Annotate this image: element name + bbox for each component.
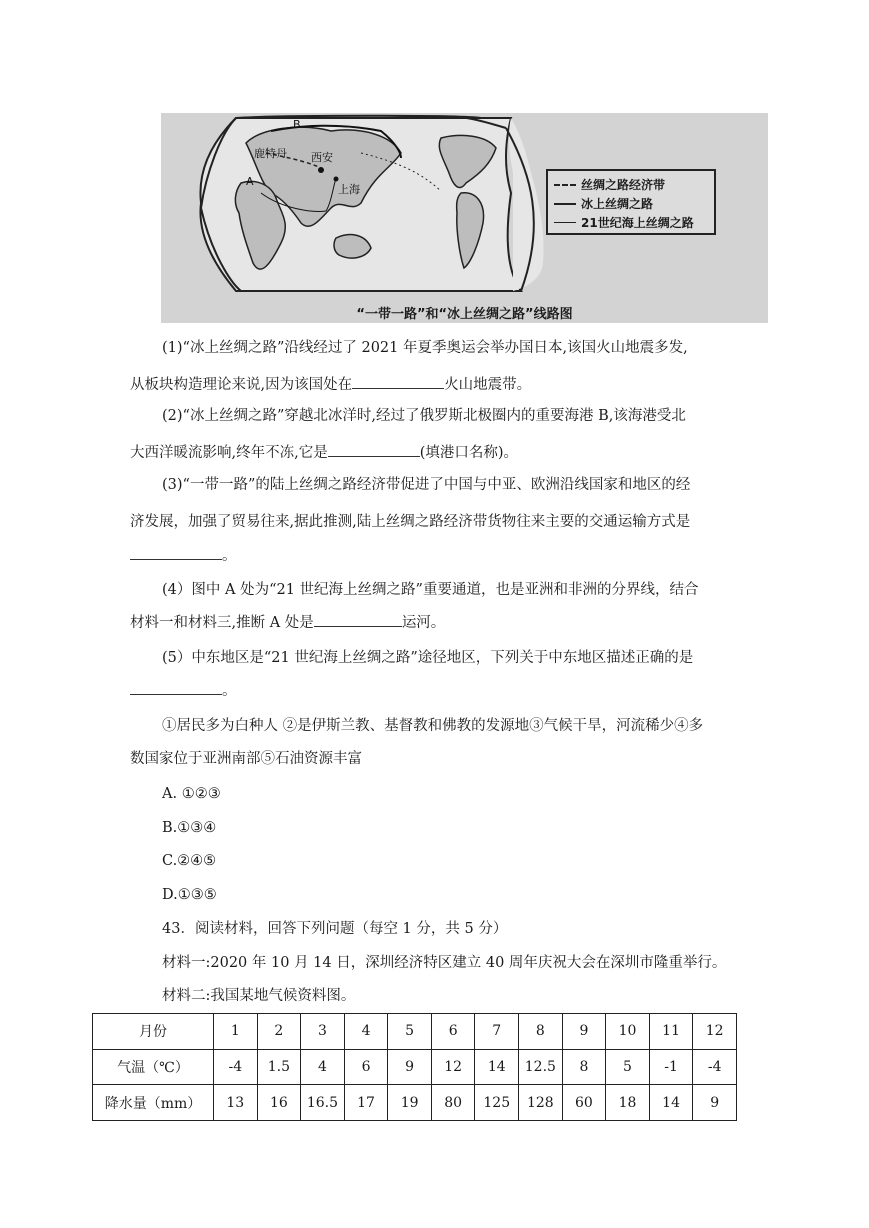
legend-item xyxy=(554,175,708,194)
question-text: 大西洋暖流影响,终年不冻,它是 xyxy=(130,445,328,461)
question-text: 。 xyxy=(222,683,237,699)
table-cell: 12.5 xyxy=(519,1049,563,1085)
table-cell: 17 xyxy=(344,1085,388,1121)
table-cell: 10 xyxy=(606,1014,650,1050)
question-4-line-1: (4）图中 A 处为“21 世纪海上丝绸之路”重要通道，也是亚洲和非洲的分界线，结合 xyxy=(162,582,699,598)
table-cell: -1 xyxy=(649,1049,693,1085)
table-cell: 9 xyxy=(693,1085,737,1121)
answer-blank[interactable] xyxy=(130,678,222,695)
table-cell: 2 xyxy=(257,1014,301,1050)
table-cell: 14 xyxy=(649,1085,693,1121)
map-caption: “一带一路”和“冰上丝绸之路”线路图 xyxy=(356,307,573,322)
legend-text: 冰上丝绸之路 xyxy=(581,197,654,211)
map-label-a: A xyxy=(246,175,254,188)
option-a[interactable]: A. ①②③ xyxy=(162,786,221,802)
table-cell: 80 xyxy=(431,1085,475,1121)
table-cell: -4 xyxy=(693,1049,737,1085)
material-1: 材料一:2020 年 10 月 14 日，深圳经济特区建立 40 周年庆祝大会在深圳市隆重举行。 xyxy=(162,955,727,971)
table-cell: 125 xyxy=(475,1085,519,1121)
precipitation-row xyxy=(93,1085,737,1121)
question-43-title: 43．阅读材料，回答下列问题（每空 1 分，共 5 分） xyxy=(162,921,508,937)
question-text: 运河。 xyxy=(401,615,446,631)
table-cell: -4 xyxy=(214,1049,258,1085)
table-cell: 4 xyxy=(301,1049,345,1085)
table-cell: 5 xyxy=(606,1049,650,1085)
table-cell: 7 xyxy=(475,1014,519,1050)
question-text: 。 xyxy=(222,548,237,564)
map-label-rotterdam: 鹿特丹 xyxy=(254,147,287,160)
map-label-xian: 西安 xyxy=(311,151,333,164)
silk-road-map xyxy=(161,113,768,323)
question-4-line-2 xyxy=(130,605,740,642)
table-cell: 8 xyxy=(562,1049,606,1085)
row-header: 降水量（mm） xyxy=(93,1085,214,1121)
question-3-line-3 xyxy=(130,538,740,575)
option-c[interactable]: C.②④⑤ xyxy=(162,853,217,869)
table-cell: 13 xyxy=(214,1085,258,1121)
question-3-line-1: (3)“一带一路”的陆上丝绸之路经济带促进了中国与中亚、欧洲沿线国家和地区的经 xyxy=(162,477,691,493)
option-b[interactable]: B.①③④ xyxy=(162,820,217,836)
table-cell: 18 xyxy=(606,1085,650,1121)
legend-item xyxy=(554,213,708,232)
answer-blank[interactable] xyxy=(130,543,222,560)
table-cell: 6 xyxy=(344,1049,388,1085)
table-cell: 19 xyxy=(388,1085,432,1121)
table-cell: 12 xyxy=(431,1049,475,1085)
climate-table-body xyxy=(93,1014,737,1121)
dashed-line-icon xyxy=(554,184,576,186)
table-cell: 8 xyxy=(519,1014,563,1050)
table-cell: 16 xyxy=(257,1085,301,1121)
legend-text: 21世纪海上丝绸之路 xyxy=(581,216,694,230)
table-cell: 1.5 xyxy=(257,1049,301,1085)
table-cell: 12 xyxy=(693,1014,737,1050)
table-cell: 3 xyxy=(301,1014,345,1050)
question-1-line-1: (1)“冰上丝绸之路”沿线经过了 2021 年夏季奥运会举办国日本,该国火山地震多发, xyxy=(162,340,688,356)
table-cell: 128 xyxy=(519,1085,563,1121)
legend-text: 丝绸之路经济带 xyxy=(581,178,666,192)
table-cell: 6 xyxy=(431,1014,475,1050)
table-cell: 14 xyxy=(475,1049,519,1085)
map-label-shanghai: 上海 xyxy=(338,183,360,196)
row-header: 月份 xyxy=(93,1014,214,1050)
solid-line-icon xyxy=(554,203,576,205)
map-label-b: B xyxy=(293,118,301,131)
question-5-line-2 xyxy=(130,673,740,710)
question-5-line-1: (5）中东地区是“21 世纪海上丝绸之路”途径地区，下列关于中东地区描述正确的是 xyxy=(162,650,694,666)
thin-line-icon xyxy=(554,222,576,223)
table-cell: 9 xyxy=(562,1014,606,1050)
question-text: 火山地震带。 xyxy=(444,377,532,393)
legend-item xyxy=(554,194,708,213)
table-cell: 11 xyxy=(649,1014,693,1050)
table-cell: 5 xyxy=(388,1014,432,1050)
question-text: 材料一和材料三,推断 A 处是 xyxy=(130,615,314,631)
statements-line-2: 数国家位于亚洲南部⑤石油资源丰富 xyxy=(130,751,362,767)
question-text: (填港口名称)。 xyxy=(419,445,519,461)
table-cell: 60 xyxy=(562,1085,606,1121)
climate-table xyxy=(92,1013,737,1121)
table-cell: 16.5 xyxy=(301,1085,345,1121)
answer-blank[interactable] xyxy=(328,440,420,457)
statements-line-1: ①居民多为白种人 ②是伊斯兰教、基督教和佛教的发源地③气候干旱，河流稀少④多 xyxy=(162,718,704,734)
answer-blank[interactable] xyxy=(352,372,444,389)
material-2: 材料二:我国某地气候资料图。 xyxy=(162,988,356,1004)
answer-blank[interactable] xyxy=(314,610,402,627)
question-3-line-2: 济发展，加强了贸易往来,据此推测,陆上丝绸之路经济带货物往来主要的交通运输方式是 xyxy=(130,514,691,530)
map-legend xyxy=(546,169,716,235)
question-2-line-1: (2)“冰上丝绸之路”穿越北冰洋时,经过了俄罗斯北极圈内的重要海港 B,该海港受北 xyxy=(162,408,686,424)
month-row xyxy=(93,1014,737,1050)
option-d[interactable]: D.①③⑤ xyxy=(162,887,217,903)
row-header: 气温（℃） xyxy=(93,1049,214,1085)
table-cell: 4 xyxy=(344,1014,388,1050)
temperature-row xyxy=(93,1049,737,1085)
table-cell: 1 xyxy=(214,1014,258,1050)
question-text: 从板块构造理论来说,因为该国处在 xyxy=(130,377,353,393)
table-cell: 9 xyxy=(388,1049,432,1085)
